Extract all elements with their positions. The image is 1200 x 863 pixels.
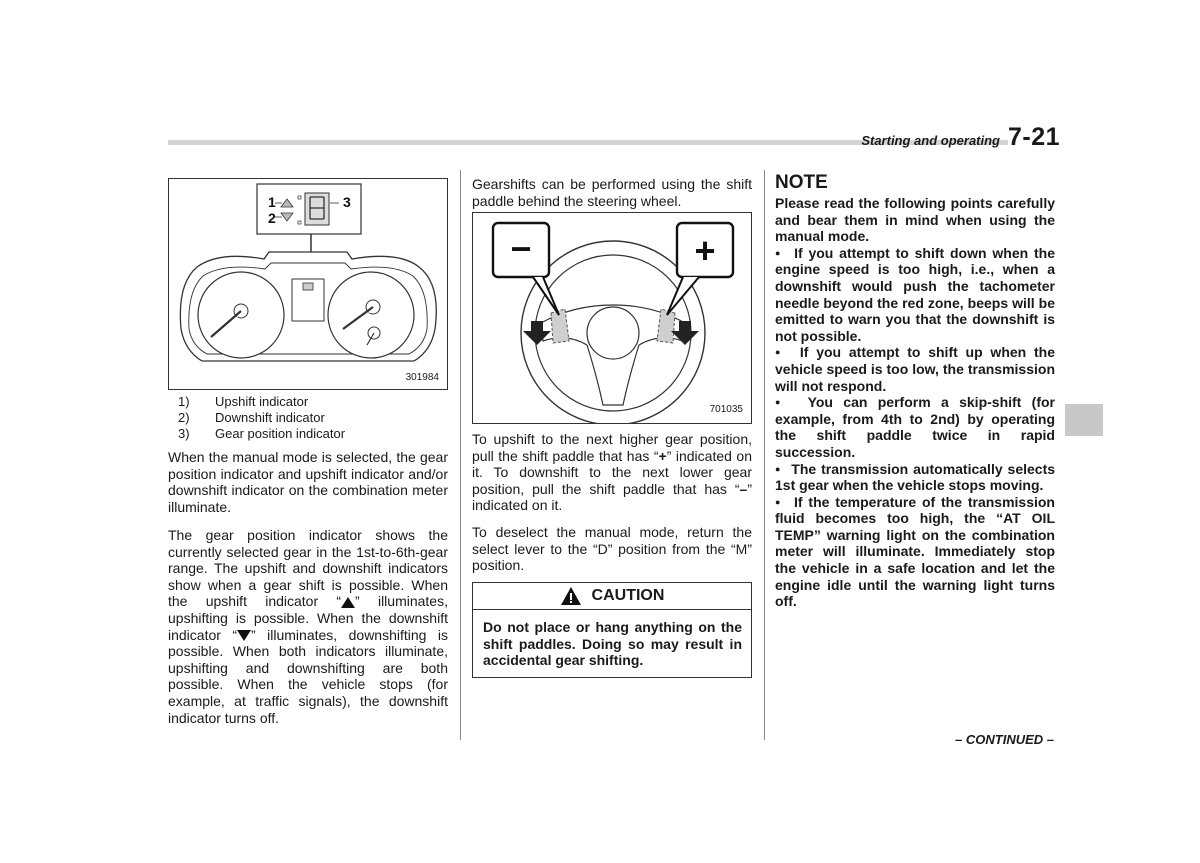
warning-triangle-icon xyxy=(560,586,582,606)
figure-caption-list xyxy=(168,394,448,442)
callout-1: 1 xyxy=(268,194,276,210)
note-content xyxy=(775,195,1055,610)
caption-item: 3) Gear position indicator xyxy=(178,426,346,441)
paddle-plus-label: + xyxy=(694,230,716,271)
paragraph-upshift-downshift: To upshift to the next higher gear position, pull the shift paddle that has “+” indicated on it. To downshift to the next lower gear position, pull the shift paddle that has “–” indicated on it. xyxy=(472,431,752,514)
note-intro: Please read the following points carefully and bear them in mind when using the manual mode. xyxy=(775,195,1055,245)
note-bullet: ● If the temperature of the transmission fluid becomes too high, the “AT OIL TEMP” warning light on the combination meter will illuminate. Immediately stop the vehicle in a safe location and let the engine idle until the warning light turns off. xyxy=(775,493,1055,610)
caption-item: 1) Upshift indicator xyxy=(178,394,309,409)
caution-box xyxy=(472,582,752,678)
steering-wheel-illustration xyxy=(473,213,751,423)
downshift-triangle-icon xyxy=(237,630,251,641)
paddle-minus-label: − xyxy=(510,228,532,269)
callout-3: 3 xyxy=(343,194,351,210)
note-bullet: ● If you attempt to shift down when the engine speed is too high, i.e., when a downshift would push the tachometer needle beyond the red zone, beeps will be emitted to warn you that the downshift is not possible. xyxy=(775,244,1055,344)
note-bullet: ● If you attempt to shift up when the vehicle speed is too low, the transmission will not respond. xyxy=(775,344,1055,394)
paragraph-deselect-manual: To deselect the manual mode, return the select lever to the “D” position from the “M” position. xyxy=(472,524,752,574)
figure-code: 301984 xyxy=(405,372,439,383)
chapter-tab-marker xyxy=(1065,404,1103,436)
figure-code: 701035 xyxy=(709,404,743,415)
column-divider-2 xyxy=(764,170,765,740)
note-bullet: ● You can perform a skip-shift (for example, from 4th to 2nd) by operating the shift paddle twice in rapid succession. xyxy=(775,394,1055,460)
caution-title: CAUTION xyxy=(591,587,665,604)
callout-2: 2 xyxy=(268,210,276,226)
steering-wheel-figure xyxy=(472,212,752,424)
page-number: 7-21 xyxy=(1008,123,1061,151)
caption-item: 2) Downshift indicator xyxy=(178,410,325,425)
paragraph-manual-mode: When the manual mode is selected, the gear position indicator and upshift indicator and/or downshift indicator on the combination meter illuminate. xyxy=(168,449,448,515)
caution-text: Do not place or hang anything on the shift paddles. Doing so may result in accidental gear shifting. xyxy=(472,610,752,678)
paragraph-gearshift-intro: Gearshifts can be performed using the shift paddle behind the steering wheel. xyxy=(472,176,752,209)
continued-footer: – CONTINUED – xyxy=(955,732,1054,747)
column-divider-1 xyxy=(460,170,461,740)
caution-header xyxy=(472,582,752,610)
combination-meter-illustration xyxy=(169,179,447,389)
paragraph-gear-indicator: The gear position indicator shows the currently selected gear in the 1st-to-6th-gear range. The upshift and downshift indicators show when a gear shift is possible. When the upshift indicator “ ” illuminates, upshifting is possible. When the downshift indicator “ ” illuminates, downshifting is possible. When both indicators illuminate, upshifting and downshifting are both possible. When the vehicle stops (for example, at traffic signals), the downshift indicator turns off. xyxy=(168,527,449,726)
section-name: Starting and operating xyxy=(861,133,1000,148)
upshift-triangle-icon xyxy=(341,597,355,608)
note-bullet: ● The transmission automatically selects 1st gear when the vehicle stops moving. xyxy=(775,460,1056,494)
combination-meter-figure xyxy=(168,178,448,390)
note-title: NOTE xyxy=(775,172,828,193)
